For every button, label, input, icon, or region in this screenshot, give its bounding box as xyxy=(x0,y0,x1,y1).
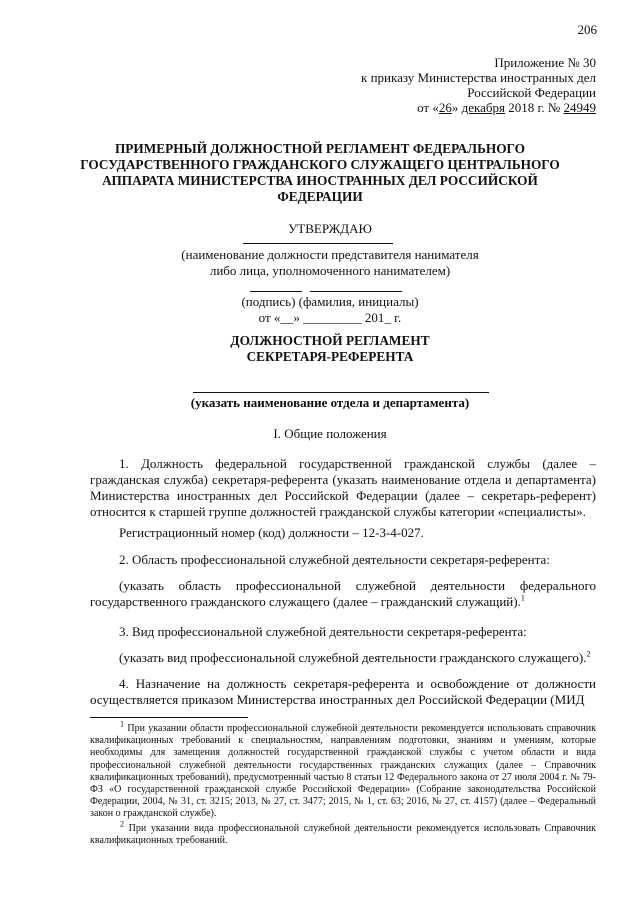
position-caption: (наименование должности представителя нанимателя либо лица, уполномоченного нанимателем) xyxy=(181,247,479,278)
footnote-mark-2: 2 xyxy=(120,819,124,829)
footnote-separator xyxy=(90,717,248,718)
position-line xyxy=(243,243,393,244)
appendix-line-2: к приказу Министерства иностранных дел xyxy=(361,70,596,85)
appendix-block xyxy=(361,55,596,115)
appendix-date-prefix: от « xyxy=(417,100,439,115)
appendix-line-1: Приложение № 30 xyxy=(494,55,596,70)
signature-caption: (подпись) (фамилия, инициалы) xyxy=(241,294,419,309)
approval-heading: УТВЕРЖДАЮ xyxy=(288,221,372,236)
footnote-2 xyxy=(90,819,596,847)
footnote-mark-1: 1 xyxy=(120,719,124,729)
section-title: I. Общие положения xyxy=(273,426,387,441)
footnote-1 xyxy=(90,719,597,821)
paragraph-4: 4. Назначение на должность секретаря-референта и освобождение от должности осуществляется приказом Министерства иностранных дел Российской Федерации (МИД xyxy=(90,676,596,707)
paragraph-2: 2. Область профессиональной служебной деятельности секретаря-референта: xyxy=(119,552,550,567)
paragraph-3-detail xyxy=(119,650,599,666)
appendix-date-line xyxy=(361,100,596,115)
appendix-year: 2018 г. № xyxy=(504,100,564,115)
name-line xyxy=(310,291,402,292)
paragraph-1: 1. Должность федеральной государственной гражданской службы (далее – гражданская служба) секретаря-референта (указать наименование отдела и департамента) Министерства иностранных дел Российской Федерации (далее – секретарь-референт) относится к старшей группе должностей гражданской службы категории «специалисты». xyxy=(90,456,596,519)
appendix-number: 24949 xyxy=(563,100,596,115)
paragraph-3-detail-text: (указать вид профессиональной служебной деятельности гражданского служащего). xyxy=(119,650,587,665)
paragraph-2-detail xyxy=(90,578,596,610)
footnote-ref-2[interactable]: 2 xyxy=(586,649,591,659)
footnote-1-text: При указании области профессиональной служебной деятельности рекомендуется использовать справочник квалификационных требований к специальностям, направлениям подготовки, знаниям и умениям, которые необходимы для замещения должностей государственной гражданской службы с учетом области и вида профессиональной служебной деятельности государственных гражданских служащих (далее – Справочник квалификационных требований), предусмотренный частью 8 статьи 12 Федерального закона от 27 июля 2004 г. № 79-ФЗ «О государственной гражданской службе Российской Федерации» (Собрание законодательства Российской Федерации, 2004, № 31, ст. 3215; 2013, № 27, ст. 3477; 2015, № 1, ст. 63; 2016, № 27, ст. 4157) (далее – Федеральный закон о гражданской службе). xyxy=(90,723,597,820)
appendix-day: 26 xyxy=(438,100,452,115)
appendix-date-mid: » xyxy=(451,100,462,115)
regulation-title xyxy=(170,333,490,365)
page-number: 206 xyxy=(577,22,597,37)
registration-number: Регистрационный номер (код) должности – 12-3-4-027. xyxy=(119,525,424,540)
department-caption: (указать наименование отдела и департамента) xyxy=(190,395,470,410)
department-line xyxy=(193,392,489,393)
paragraph-2-detail-text: (указать область профессиональной служебной деятельности федерального государственного гражданского служащего (далее – гражданский служащий). xyxy=(90,578,596,609)
regulation-title-line-1: ДОЛЖНОСТНОЙ РЕГЛАМЕНТ xyxy=(230,333,430,348)
appendix-month: декабря xyxy=(461,100,505,115)
approval-date: от «__» _________ 201_ г. xyxy=(258,310,402,325)
footnote-2-text: При указании вида профессиональной служебной деятельности рекомендуется использовать Справочник квалификационных требований. xyxy=(90,823,596,847)
main-title: ПРИМЕРНЫЙ ДОЛЖНОСТНОЙ РЕГЛАМЕНТ ФЕДЕРАЛЬНОГО ГОСУДАРСТВЕННОГО ГРАЖДАНСКОГО СЛУЖАЩЕГО ЦЕНТРАЛЬНОГО АППАРАТА МИНИСТЕРСТВА ИНОСТРАННЫХ ДЕЛ РОССИЙСКОЙ ФЕДЕРАЦИИ xyxy=(80,141,560,204)
regulation-title-line-2: СЕКРЕТАРЯ-РЕФЕРЕНТА xyxy=(246,349,414,364)
footnote-ref-1[interactable]: 1 xyxy=(520,593,525,603)
paragraph-3: 3. Вид профессиональной служебной деятельности секретаря-референта: xyxy=(119,624,527,639)
appendix-line-3: Российской Федерации xyxy=(467,85,596,100)
signature-line xyxy=(250,291,302,292)
